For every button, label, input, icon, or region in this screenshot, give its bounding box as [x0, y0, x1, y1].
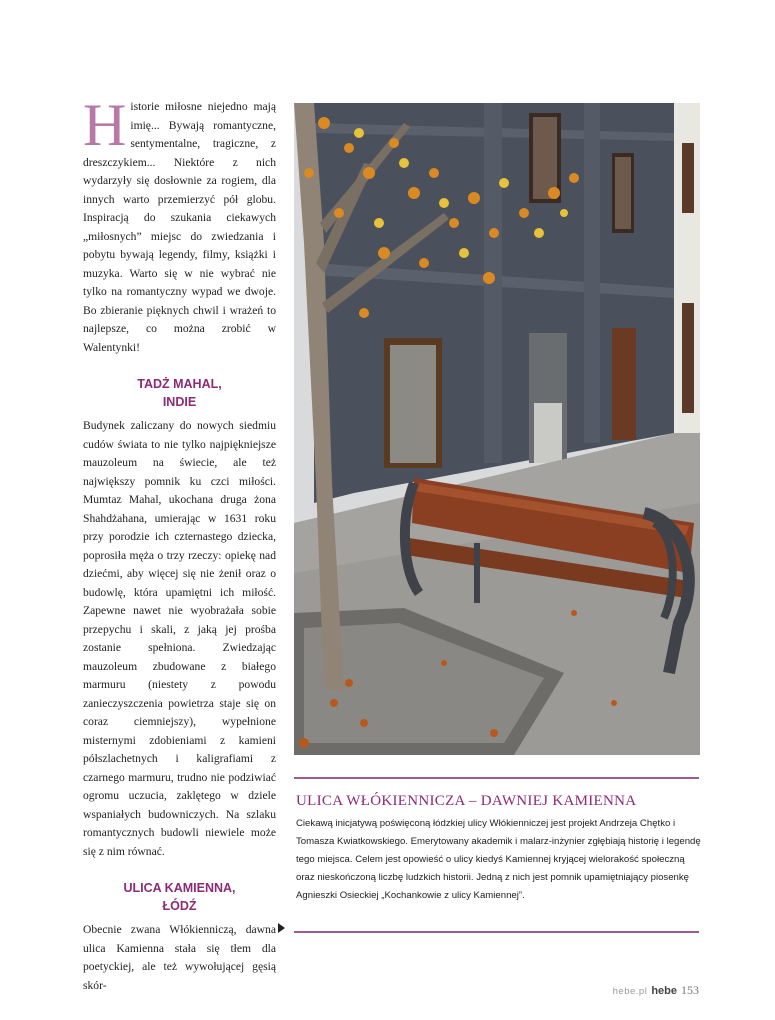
- footer-site: hebe.pl: [612, 986, 648, 997]
- article-column: [83, 92, 276, 995]
- caption-top-rule: [294, 777, 699, 779]
- heading-line: ULICA KAMIENNA,: [123, 881, 236, 895]
- heading-line: INDIE: [162, 395, 197, 409]
- section-body-kamienna: Obecnie zwana Włókienniczą, dawna ulica Kamienna stała się tłem dla poetyckiej, ale też wywołującej gęsią skór-: [83, 923, 276, 992]
- section-heading-taj-mahal: [83, 375, 276, 411]
- intro-text: istorie miłosne niejedno mają imię... Bywają romantyczne, sentymentalne, tragiczne, z dreszczykiem... Niektóre z nich wydarzyły się dosłownie za rogiem, dla innych warto przemierzyć pół globu. Inspiracją do szukania ciekawych „miłosnych” miejsc do zwiedzania i pobytu bywają legendy, filmy, książki i muzyka. Warto się w nie wybrać nie tylko na romantyczny wypad we dwoje. Bo zbieranie pięknych chwil i wrażeń to najlepsze, co można zrobić w Walentynki!: [83, 100, 276, 354]
- page-number: 153: [681, 983, 699, 997]
- heading-line: TADŻ MAHAL,: [137, 377, 222, 391]
- page-footer: [613, 983, 699, 998]
- section-body-taj-mahal: Budynek zaliczany do nowych siedmiu cudów świata to nie tylko najpiękniejsze mauzoleum na świecie, ale też największy pomnik ku czci miłości. Mumtaz Mahal, ukochana druga żona Shahdżahana, umierając w 1631 roku przy porodzie ich czternastego dziecka, poprosiła męża o trzy rzeczy: opiekę nad dziećmi, aby więcej się nie żenił oraz o budowlę, która upamiętni ich miłość. Zapewne nawet nie wyobrażała sobie przepychu i skali, z jaką jej prośba zostanie spełniona. Zwiedzając mauzoleum zbudowane z białego marmuru (niestety z powodu zanieczyszczenia powietrza staje się on coraz ciemniejszy), wypełnione misternymi zdobieniami z kamieni półszlachetnych i kaligrafiami z czarnego marmuru, trudno nie podziwiać ogromu uczucia, zaklętego w dziele wspaniałych budowniczych. Na szlaku romantycznych budowli niewiele może się z nim równać.: [83, 419, 276, 858]
- street-photo-illustration: [294, 103, 700, 755]
- caption-body: Ciekawą inicjatywą poświęconą łódzkiej ulicy Włókienniczej jest projekt Andrzeja Chętko i Tomasza Kwiatkowskiego. Emerytowany akademik i malarz-inżynier zgłębiają historię i legendę tego miejsca. Celem jest opowieść o ulicy kiedyś Kamiennej kryjącej wielorakość społeczną oraz nieskończoną liczbę ludzkich historii. Jedną z nich jest pomnik upamiętniający piosenkę Agnieszki Osieckiej „Kochankowie z ulicy Kamiennej”.: [296, 818, 701, 901]
- heading-line: ŁÓDŹ: [162, 899, 197, 913]
- caption-bottom-rule: [294, 931, 699, 933]
- footer-brand-logo: hebe: [651, 985, 677, 997]
- intro-paragraph: [83, 92, 276, 357]
- caption-title: ULICA WŁÓKIENNICZA – DAWNIEJ KAMIENNA: [296, 793, 637, 809]
- section-heading-kamienna: [83, 879, 276, 915]
- dropcap: H: [83, 92, 127, 158]
- continue-arrow-icon: [278, 923, 285, 933]
- street-photo: [294, 103, 700, 755]
